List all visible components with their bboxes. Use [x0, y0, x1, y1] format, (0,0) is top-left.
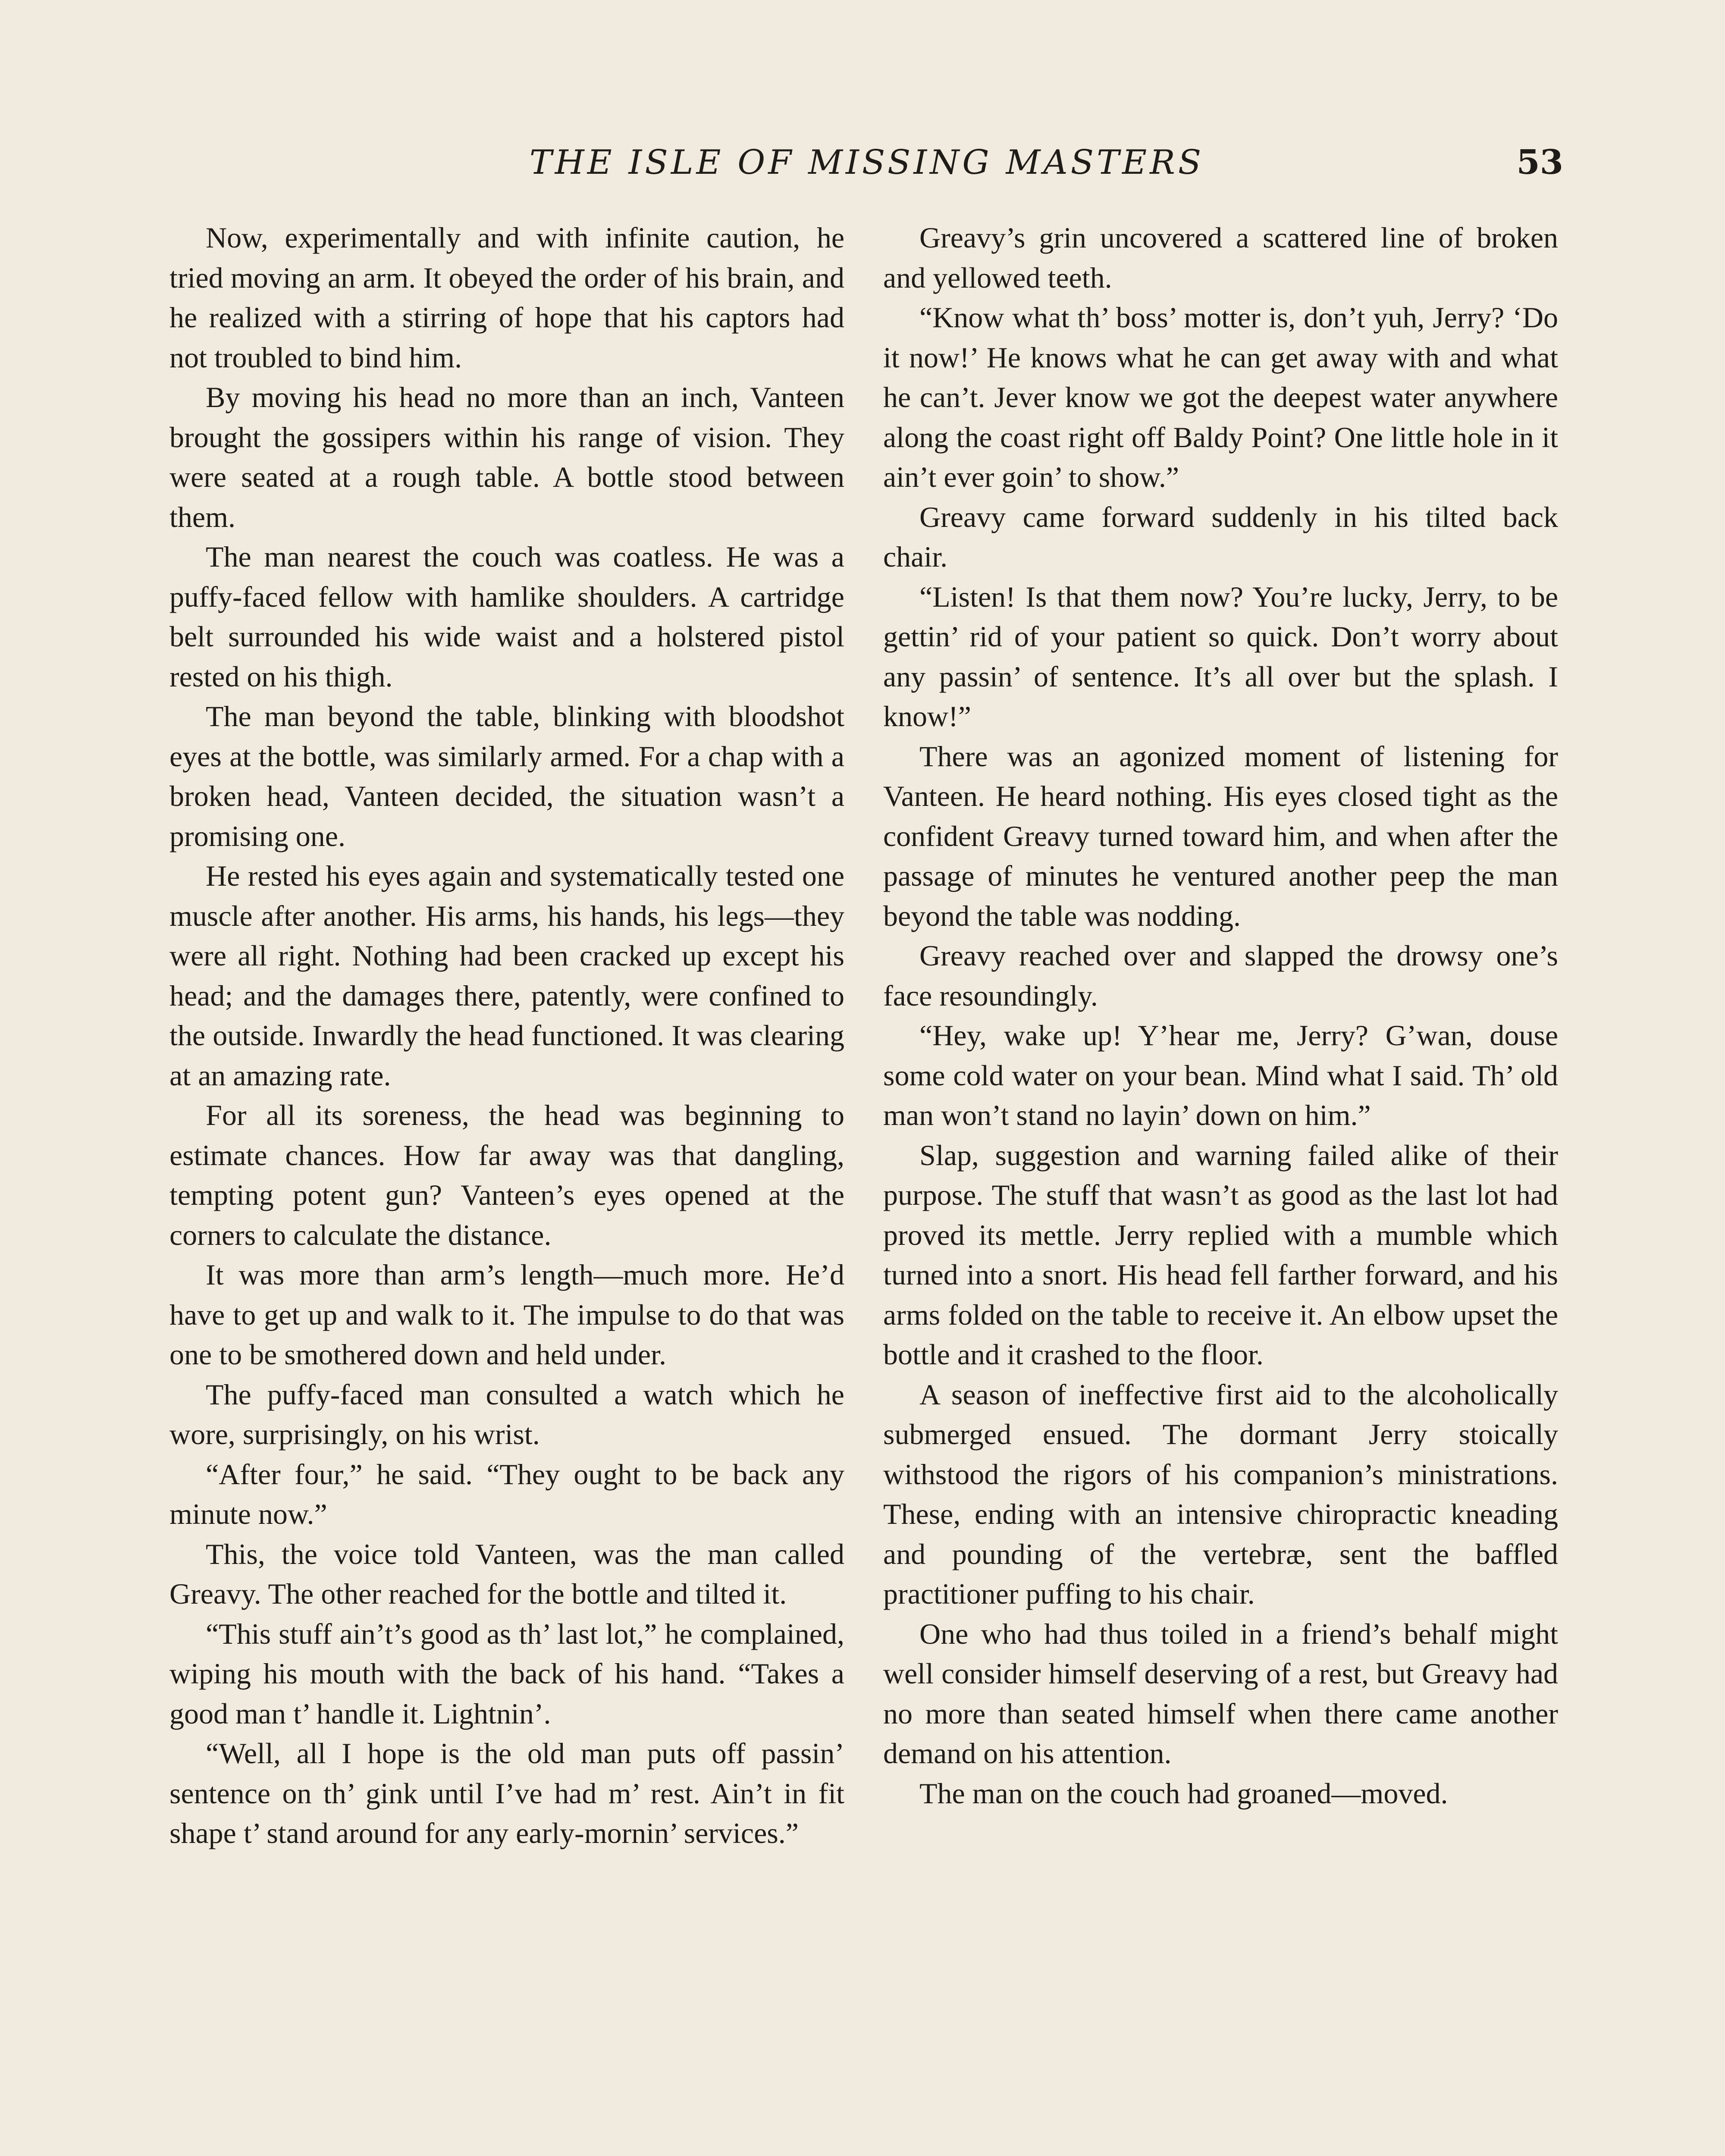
paragraph: Greavy came forward suddenly in his tilted back chair. [883, 500, 1558, 573]
paragraph: The puffy-faced man consulted a watch which he wore, surprisingly, on his wrist. [169, 1378, 844, 1451]
paragraph: Slap, suggestion and warning failed alike of their purpose. The stuff that wasn’t as good as the last lot had proved its mettle. Jerry replied with a mumble which turned into a snort. His head fell farther forward, and his arms folded on the table to receive it. An elbow upset the bottle and it crashed to the floor. [883, 1138, 1558, 1371]
paragraph: There was an agonized moment of listening for Vanteen. He heard nothing. His eyes closed tight as the confident Greavy turned toward him, and when after the passage of minutes he ventured another peep the man beyond the table was nodding. [883, 740, 1558, 932]
paragraph: “Well, all I hope is the old man puts off passin’ sentence on th’ gink until I’ve had m’ rest. Ain’t in fit shape t’ stand around for any early-mornin’ services.” [169, 1737, 844, 1849]
paragraph: He rested his eyes again and systematically tested one muscle after another. His arms, his hands, his legs—they were all right. Nothing had been cracked up except his head; and the damages there, patently, were confined to the outside. Inwardly the head functioned. It was clearing at an amazing rate. [169, 859, 844, 1092]
paragraph: By moving his head no more than an inch, Vanteen brought the gossipers within his range of vision. They were seated at a rough table. A bottle stood between them. [169, 381, 844, 533]
paragraph: The man beyond the table, blinking with bloodshot eyes at the bottle, was similarly armed. For a chap with a broken head, Vanteen decided, the situation wasn’t a promising one. [169, 700, 844, 852]
paragraph: Now, experimentally and with infinite caution, he tried moving an arm. It obeyed the order of his brain, and he realized with a stirring of hope that his captors had not troubled to bind him. [169, 221, 844, 374]
paragraph: The man nearest the couch was coatless. He was a puffy-faced fellow with hamlike shoulders. A cartridge belt surrounded his wide waist and a holstered pistol rested on his thigh. [169, 540, 844, 693]
paragraph: It was more than arm’s length—much more. He’d have to get up and walk to it. The impulse to do that was one to be smothered down and held under. [169, 1258, 844, 1371]
paragraph: One who had thus toiled in a friend’s behalf might well consider himself deserving of a rest, but Greavy had no more than seated himself when there came another demand on his attention. [883, 1617, 1558, 1770]
paragraph: “Listen! Is that them now? You’re lucky, Jerry, to be gettin’ rid of your patient so quick. Don’t worry about any passin’ of sentence. It’s all over but the splash. I know!” [883, 580, 1558, 733]
left-column [169, 218, 844, 1853]
running-head [170, 139, 1563, 186]
paragraph: This, the voice told Vanteen, was the man called Greavy. The other reached for the bottle and tilted it. [169, 1537, 844, 1610]
paragraph: A season of ineffective first aid to the alcoholically submerged ensued. The dormant Jerry stoically withstood the rigors of his companion’s ministrations. These, ending with an intensive chiropractic kneading and pounding of the vertebræ, sent the baffled practitioner puffing to his chair. [883, 1378, 1558, 1610]
paragraph: “After four,” he said. “They ought to be back any minute now.” [169, 1457, 844, 1530]
right-column [883, 218, 1558, 1813]
running-title: THE ISLE OF MISSING MASTERS [529, 143, 1204, 182]
paragraph: Greavy reached over and slapped the drowsy one’s face resoundingly. [883, 939, 1558, 1012]
paragraph: “This stuff ain’t’s good as th’ last lot,” he complained, wiping his mouth with the back of his hand. “Takes a good man t’ handle it. Lightnin’. [169, 1617, 844, 1730]
paragraph: “Know what th’ boss’ motter is, don’t yuh, Jerry? ‘Do it now!’ He knows what he can get away with and what he can’t. Jever know we got the deepest water anywhere along the coast right off Baldy Point? One little hole in it ain’t ever goin’ to show.” [883, 301, 1558, 493]
paragraph: Greavy’s grin uncovered a scattered line of broken and yellowed teeth. [883, 221, 1558, 294]
paragraph: “Hey, wake up! Y’hear me, Jerry? G’wan, douse some cold water on your bean. Mind what I said. Th’ old man won’t stand no layin’ down on him.” [883, 1019, 1558, 1131]
paragraph: The man on the couch had groaned—moved. [919, 1777, 1448, 1810]
page-number: 53 [1516, 143, 1563, 182]
paragraph: For all its soreness, the head was beginning to estimate chances. How far away was that dangling, tempting potent gun? Vanteen’s eyes opened at the corners to calculate the distance. [169, 1099, 844, 1251]
